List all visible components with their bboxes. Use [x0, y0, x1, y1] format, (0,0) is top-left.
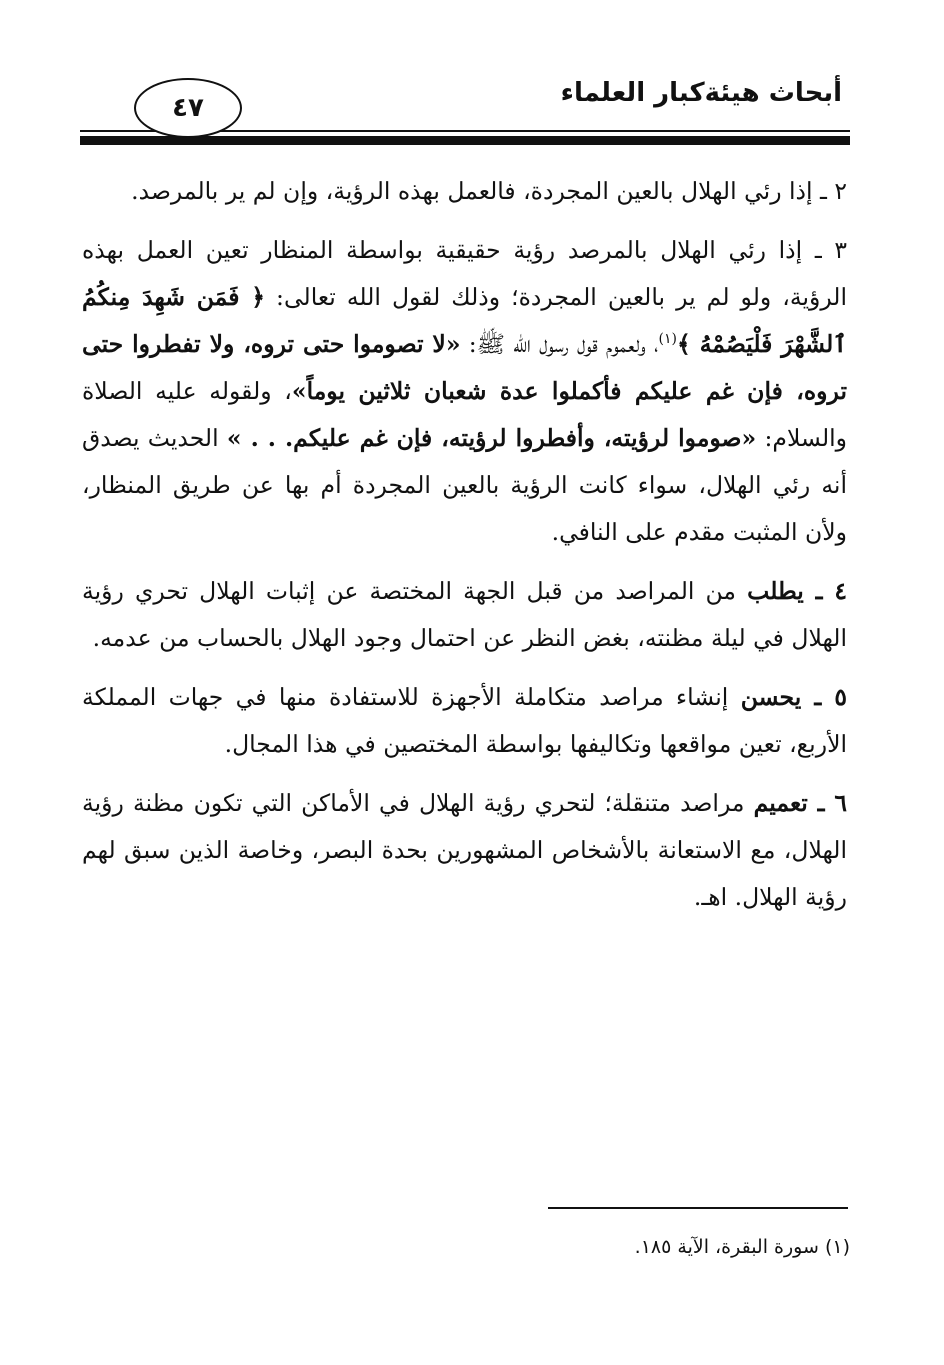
paragraph-3-part3: ، ولقوله عليه الصلاة والسلام:: [82, 377, 847, 452]
paragraph-5: [82, 674, 847, 768]
footnote-marker-1: (١): [658, 331, 677, 348]
paragraph-2: [82, 168, 847, 215]
hadith-quote-1: «لا تصوموا حتى تروه، ولا تفطروا حتى تروه، فإن غم عليكم فأكملوا عدة شعبان ثلاثين يوماً»: [82, 330, 847, 405]
paragraph-4: [82, 568, 847, 662]
paragraph-4-lead: ٤ ـ يطلب: [747, 577, 847, 605]
paragraph-2-text: ٢ ـ إذا رئي الهلال بالعين المجردة، فالعمل بهذه الرؤية، وإن لم ير بالمرصد.: [131, 177, 847, 205]
paragraph-6: [82, 780, 847, 921]
page-header: [80, 70, 850, 150]
paragraph-3-part4: الحديث يصدق أنه رئي الهلال، سواء كانت الرؤية بالعين المجردة أم بها عن طريق المنظار، ولأن المثبت مقدم على النافي.: [82, 424, 847, 546]
paragraph-6-lead: ٦ ـ تعميم: [753, 789, 847, 817]
page-number: ٤٧: [134, 78, 242, 138]
paragraph-3: [82, 227, 847, 556]
paragraph-3-part1: ٣ ـ إذا رئي الهلال بالمرصد رؤية حقيقية بواسطة المنظار تعين العمل بهذه الرؤية، ولو لم ير بالعين المجردة؛ وذلك لقول الله تعالى:: [82, 236, 848, 311]
footnote-1: (١) سورة البقرة، الآية ١٨٥.: [634, 1236, 850, 1258]
paragraph-5-text: إنشاء مراصد متكاملة الأجهزة للاستفادة منها في جهات المملكة الأربع، تعين مواقعها وتكاليفها بواسطة المختصين في هذا المجال.: [82, 683, 847, 758]
paragraph-5-lead: ٥ ـ يحسن: [740, 683, 847, 711]
page-body: [82, 168, 847, 933]
running-title: أبحاث هيئةكبار العلماء: [560, 78, 842, 108]
paragraph-4-text: من المراصد من قبل الجهة المختصة عن إثبات الهلال تحري رؤية الهلال في ليلة مظنته، بغض النظر عن احتمال وجود الهلال بالحساب من عدمه.: [82, 577, 847, 652]
paragraph-3-part2: ، ولعموم قول رسول الله ﷺ:: [460, 330, 659, 358]
hadith-quote-2: «صوموا لرؤيته، وأفطروا لرؤيته، فإن غم عليكم. . . »: [226, 424, 757, 452]
footnote-separator: [548, 1207, 848, 1209]
quran-verse: ﴿ فَمَن شَهِدَ مِنكُمُ ٱلشَّهْرَ فَلْيَصُمْهُ ﴾: [82, 283, 847, 358]
paragraph-6-text: مراصد متنقلة؛ لتحري رؤية الهلال في الأماكن التي تكون مظنة رؤية الهلال، مع الاستعانة بالأشخاص المشهورين بحدة البصر، وخاصة الذين سبق لهم رؤية الهلال. اهـ.: [82, 789, 847, 911]
